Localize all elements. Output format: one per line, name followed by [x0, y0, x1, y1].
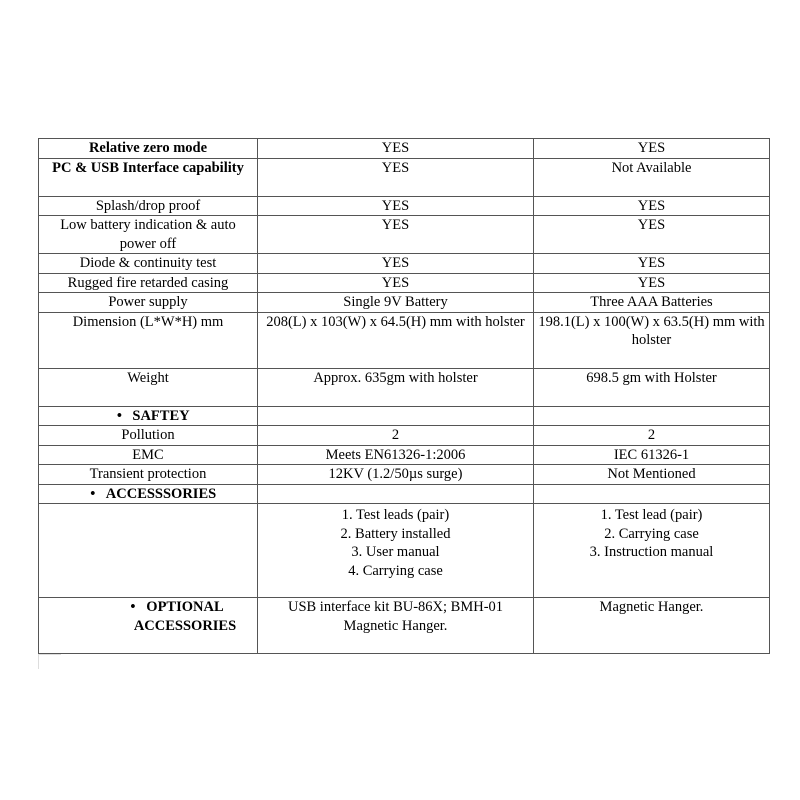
spec-comparison-table [38, 138, 770, 654]
label-diode: Diode & continuity test [39, 254, 258, 274]
row-accessories-list [39, 504, 770, 598]
value-b-emc: IEC 61326-1 [534, 445, 770, 465]
value-b-diode: YES [534, 254, 770, 274]
value-a-emc: Meets EN61326-1:2006 [258, 445, 534, 465]
row-transient [39, 465, 770, 485]
row-dimension [39, 312, 770, 368]
value-b-optional: Magnetic Hanger. [534, 598, 770, 654]
value-b-splash: YES [534, 196, 770, 216]
row-weight [39, 368, 770, 406]
value-b-pollution: 2 [534, 426, 770, 446]
label-transient: Transient protection [39, 465, 258, 485]
section-accessories [39, 484, 258, 504]
row-section-accessories [39, 484, 770, 504]
value-a-transient: 12KV (1.2/50µs surge) [258, 465, 534, 485]
empty-cell [534, 484, 770, 504]
label-low-battery: Low battery indication & auto power off [39, 216, 258, 254]
bullet-icon: • [130, 599, 136, 615]
label-relative-zero: Relative zero mode [39, 139, 258, 159]
list-item: 3. Instruction manual [589, 544, 714, 560]
value-b-pc-usb: Not Available [534, 158, 770, 196]
section-optional-accessories [39, 598, 258, 654]
list-item: 1. Test lead (pair) [600, 507, 703, 523]
value-a-diode: YES [258, 254, 534, 274]
value-a-power-supply: Single 9V Battery [258, 293, 534, 313]
row-relative-zero [39, 139, 770, 159]
accessories-a-list [262, 506, 529, 580]
optional-label-line1: OPTIONAL [146, 599, 224, 615]
bullet-icon: • [90, 485, 96, 502]
value-b-transient: Not Mentioned [534, 465, 770, 485]
row-splash [39, 196, 770, 216]
empty-cell [39, 504, 258, 598]
accessories-b-list [538, 506, 765, 562]
optional-label-line2: ACCESSORIES [133, 617, 237, 634]
list-item: 1. Test leads (pair) [341, 507, 450, 523]
accessories-list-b [534, 504, 770, 598]
value-a-optional: USB interface kit BU-86X; BMH-01 Magnetic Hanger. [258, 598, 534, 654]
row-power-supply [39, 293, 770, 313]
value-b-relative-zero: YES [534, 139, 770, 159]
label-pollution: Pollution [39, 426, 258, 446]
label-emc: EMC [39, 445, 258, 465]
row-rugged [39, 273, 770, 293]
list-item: 3. User manual [351, 544, 440, 560]
list-item: 2. Carrying case [604, 525, 699, 542]
row-diode [39, 254, 770, 274]
row-optional-accessories [39, 598, 770, 654]
value-b-rugged: YES [534, 273, 770, 293]
list-item: 4. Carrying case [348, 562, 443, 579]
value-a-rugged: YES [258, 273, 534, 293]
label-splash: Splash/drop proof [39, 196, 258, 216]
value-a-pollution: 2 [258, 426, 534, 446]
label-power-supply: Power supply [39, 293, 258, 313]
value-a-dimension: 208(L) x 103(W) x 64.5(H) mm with holster [258, 312, 534, 368]
list-item: 2. Battery installed [340, 525, 451, 542]
row-emc [39, 445, 770, 465]
value-a-splash: YES [258, 196, 534, 216]
value-b-low-battery: YES [534, 216, 770, 254]
section-safety-label: SAFTEY [132, 407, 190, 424]
value-a-low-battery: YES [258, 216, 534, 254]
value-b-weight: 698.5 gm with Holster [534, 368, 770, 406]
value-a-weight: Approx. 635gm with holster [258, 368, 534, 406]
label-weight: Weight [39, 368, 258, 406]
empty-cell [534, 406, 770, 426]
value-a-relative-zero: YES [258, 139, 534, 159]
row-pc-usb [39, 158, 770, 196]
label-dimension: Dimension (L*W*H) mm [39, 312, 258, 368]
row-low-battery [39, 216, 770, 254]
section-accessories-label: ACCESSSORIES [105, 485, 217, 502]
row-section-safety [39, 406, 770, 426]
accessories-list-a [258, 504, 534, 598]
page-corner-mark [38, 654, 61, 669]
label-pc-usb: PC & USB Interface capability [39, 158, 258, 196]
section-safety [39, 406, 258, 426]
value-b-power-supply: Three AAA Batteries [534, 293, 770, 313]
label-rugged: Rugged fire retarded casing [39, 273, 258, 293]
empty-cell [258, 484, 534, 504]
bullet-icon: • [116, 407, 122, 424]
value-b-dimension: 198.1(L) x 100(W) x 63.5(H) mm with holster [534, 312, 770, 368]
value-a-pc-usb: YES [258, 158, 534, 196]
row-pollution [39, 426, 770, 446]
empty-cell [258, 406, 534, 426]
